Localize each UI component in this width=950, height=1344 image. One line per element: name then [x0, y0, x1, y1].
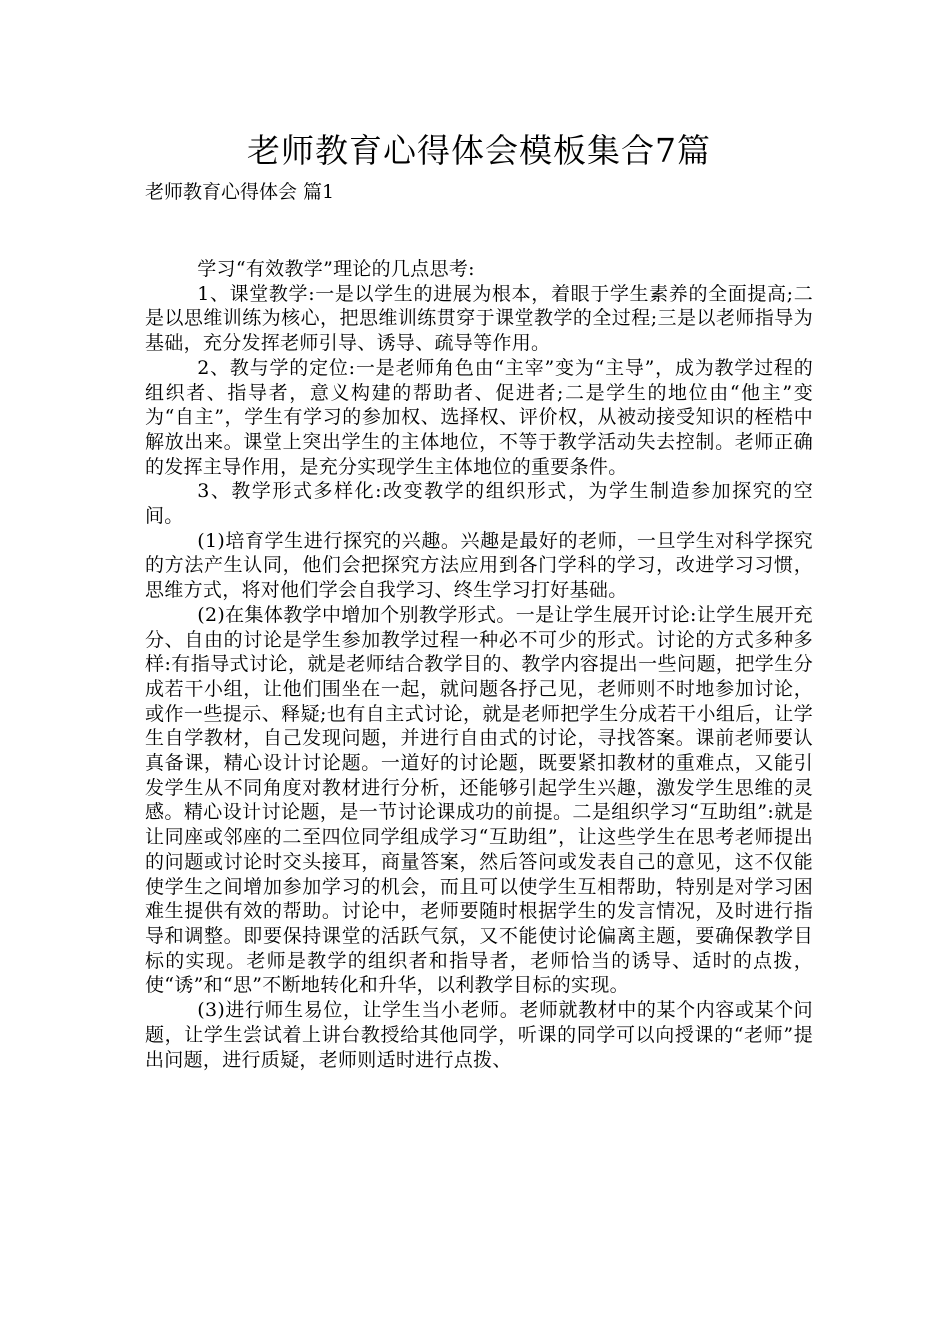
document-page	[145, 125, 813, 1072]
paragraph-2: 2、教与学的定位:一是老师角色由“主宰”变为“主导”，成为教学过程的组织者、指导者，意义构建的帮助者、促进者;二是学生的地位由“他主”变为“自主”，学生有学习的参加权、选择权、评价权，从被动接受知识的桎梏中解放出来。课堂上突出学生的主体地位，不等于教学活动失去控制。老师正确的发挥主导作用，是充分实现学生主体地位的重要条件。	[145, 356, 813, 478]
paragraph-3-3: (3)进行师生易位，让学生当小老师。老师就教材中的某个内容或某个问题，让学生尝试着上讲台教授给其他同学，听课的同学可以向授课的“老师”提出问题，进行质疑，老师则适时进行点拨、	[145, 999, 813, 1071]
paragraph-intro: 学习“有效教学”理论的几点思考:	[197, 258, 475, 280]
paragraph-3-1: (1)培育学生进行探究的兴趣。兴趣是最好的老师，一旦学生对科学探究的方法产生认同，他们会把探究方法应用到各门学科的学习，改进学习习惯，思维方式，将对他们学会自我学习、终生学习打好基础。	[145, 529, 813, 602]
document-title: 老师教育心得体会模板集合7篇	[247, 131, 711, 170]
paragraph-1: 1、课堂教学:一是以学生的进展为根本，着眼于学生素养的全面提高;二是以思维训练为核心，把思维训练贯穿于课堂教学的全过程;三是以老师指导为基础，充分发挥老师引导、诱导、疏导等作用。	[145, 282, 813, 355]
paragraph-3-2: (2)在集体教学中增加个别教学形式。一是让学生展开讨论:让学生展开充分、自由的讨论是学生参加教学过程一种必不可少的形式。讨论的方式多种多样:有指导式讨论，就是老师结合教学目的、教学内容提出一些问题，把学生分成若干小组，让他们围坐在一起，就问题各抒己见，老师则不时地参加讨论，或作一些提示、释疑;也有自主式讨论，就是老师把学生分成若干小组后，让学生自学教材，自己发现问题，并进行自由式的讨论，寻找答案。课前老师要认真备课，精心设计讨论题。一道好的讨论题，既要紧扣教材的重难点，又能引发学生从不同角度对教材进行分析，还能够引起学生兴趣，激发学生思维的灵感。精心设计讨论题，是一节讨论课成功的前提。二是组织学习“互助组”:就是让同座或邻座的二至四位同学组成学习“互助组”，让这些学生在思考老师提出的问题或讨论时交头接耳，商量答案，然后答问或发表自己的意见，这不仅能使学生之间增加参加学习的机会，而且可以使学生互相帮助，特别是对学习困难生提供有效的帮助。讨论中，老师要随时根据学生的发言情况，及时进行指导和调整。即要保持课堂的活跃气氛，又不能使讨论偏离主题，要确保教学目标的实现。老师是教学的组织者和指导者，老师恰当的诱导、适时的点拨，使“诱”和“思”不断地转化和升华，以利教学目标的实现。	[145, 603, 813, 997]
document-subtitle: 老师教育心得体会 篇1	[145, 181, 335, 203]
paragraph-3: 3、教学形式多样化:改变教学的组织形式，为学生制造参加探究的空间。	[145, 480, 813, 528]
document-body	[145, 257, 813, 1072]
